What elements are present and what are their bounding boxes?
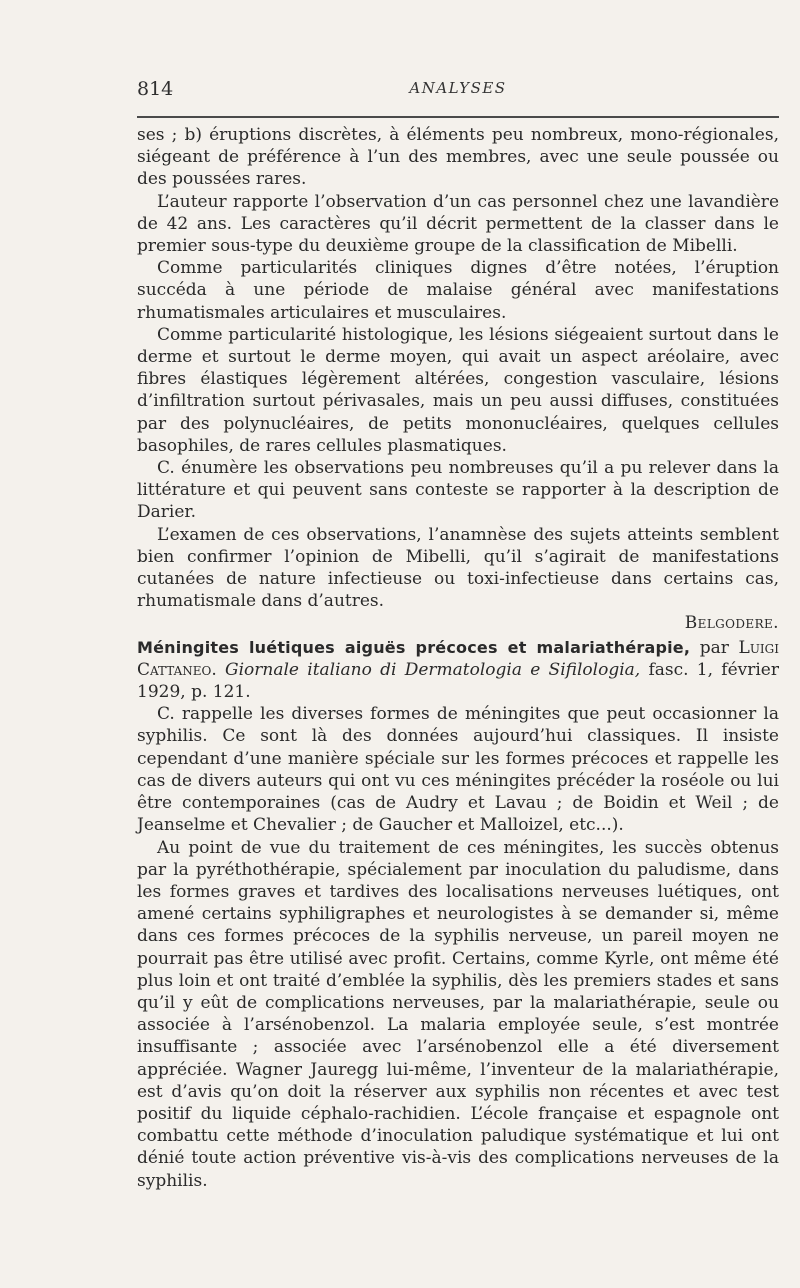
article-by: par [699,637,729,658]
header-rule [137,116,779,118]
paragraph: L’examen de ces observations, l’anamnèse des sujets atteints semblent bien confirmer l’opinion de Mibelli, qu’il s’agirait de manifestations cutanées de nature infectieuse ou toxi-infectieuse dans certains cas, rhumatismale dans d’autres. [137,524,779,612]
running-head: ANALYSES [409,79,507,97]
signature: Belgodere. [684,613,779,634]
body-text [137,124,779,1192]
article-title: Méningites luétiques aiguës précoces et malariathérapie, [137,637,691,657]
paragraph: ses ; b) éruptions discrètes, à éléments peu nombreux, mono-régionales, siégeant de préférence à l’un des membres, avec une seule poussée ou des poussées rares. [137,125,779,190]
article-citation: fasc. 1, février 1929, p. 121. [137,659,779,703]
paragraph: L’auteur rapporte l’observation d’un cas personnel chez une lavandière de 42 ans. Les caractères qu’il décrit permettent de la classer dans le premier sous-type du deuxième groupe de la classification de Mibelli. [137,191,779,257]
paragraph: C. rappelle les diverses formes de méningites que peut occasionner la syphilis. Ce sont là des données aujourd’hui classiques. Il insiste cependant d’une manière spéciale sur les formes précoces et rappelle les cas de divers auteurs qui ont vu ces méningites précéder la roséole ou lui être contemporaines (cas de Audry et Lavau ; de Boidin et Weil ; de Jeanselme et Chevalier ; de Gaucher et Malloizel, etc...). [137,704,779,836]
paragraph: C. énumère les observations peu nombreuses qu’il a pu relever dans la littérature et qui peuvent sans conteste se rapporter à la description de Darier. [137,458,779,523]
article-heading [137,637,779,704]
page-number: 814 [137,78,174,100]
paragraph: Au point de vue du traitement de ces méningites, les succès obtenus par la pyréthothérapie, spécialement par inoculation du paludisme, dans les formes graves et tardives des localisations nerveuses luétiques, ont amené certains syphiligraphes et neurologistes à se demander si, même dans ces formes précoces de la syphilis nerveuse, un pareil moyen ne pourrait pas être utilisé avec profit. Certains, comme Kyrle, ont même été plus loin et ont traité d’emblée la syphilis, dès les premiers stades et sans qu’il y eût de complications nerveuses, par la malariathérapie, seule ou associée à l’arsénobenzol. La malaria employée seule, s’est montrée insuffisante ; associée avec l’arsénobenzol elle a été diversement appréciée. Wagner Jauregg lui-même, l’inventeur de la malariathérapie, est d’avis qu’on doit la réserver aux syphilis non récentes et avec test positif du liquide céphalo-rachidien. L’école française et espagnole ont combattu cette méthode d’inoculation paludique systématique et lui ont dénié toute action préventive vis-à-vis des complications nerveuses de la syphilis. [137,837,779,1191]
article-author: Luigi Cattaneo. [137,637,779,680]
article-journal: Giornale italiano di Dermatologia e Sifilologia, [225,659,641,680]
paragraph: Comme particularité histologique, les lésions siégeaient surtout dans le derme et surtout le derme moyen, qui avait un aspect aréolaire, avec fibres élastiques légèrement altérées, congestion vasculaire, lésions d’infiltration surtout périvasales, mais un peu aussi diffuses, constituées par des polynucléaires, de petits mononucléaires, quelques cellules basophiles, de rares cellules plasmatiques. [137,324,779,456]
paragraph: Comme particularités cliniques dignes d’être notées, l’éruption succéda à une période de malaise général avec manifestations rhumatismales articulaires et musculaires. [137,258,779,323]
page-header [137,78,779,104]
